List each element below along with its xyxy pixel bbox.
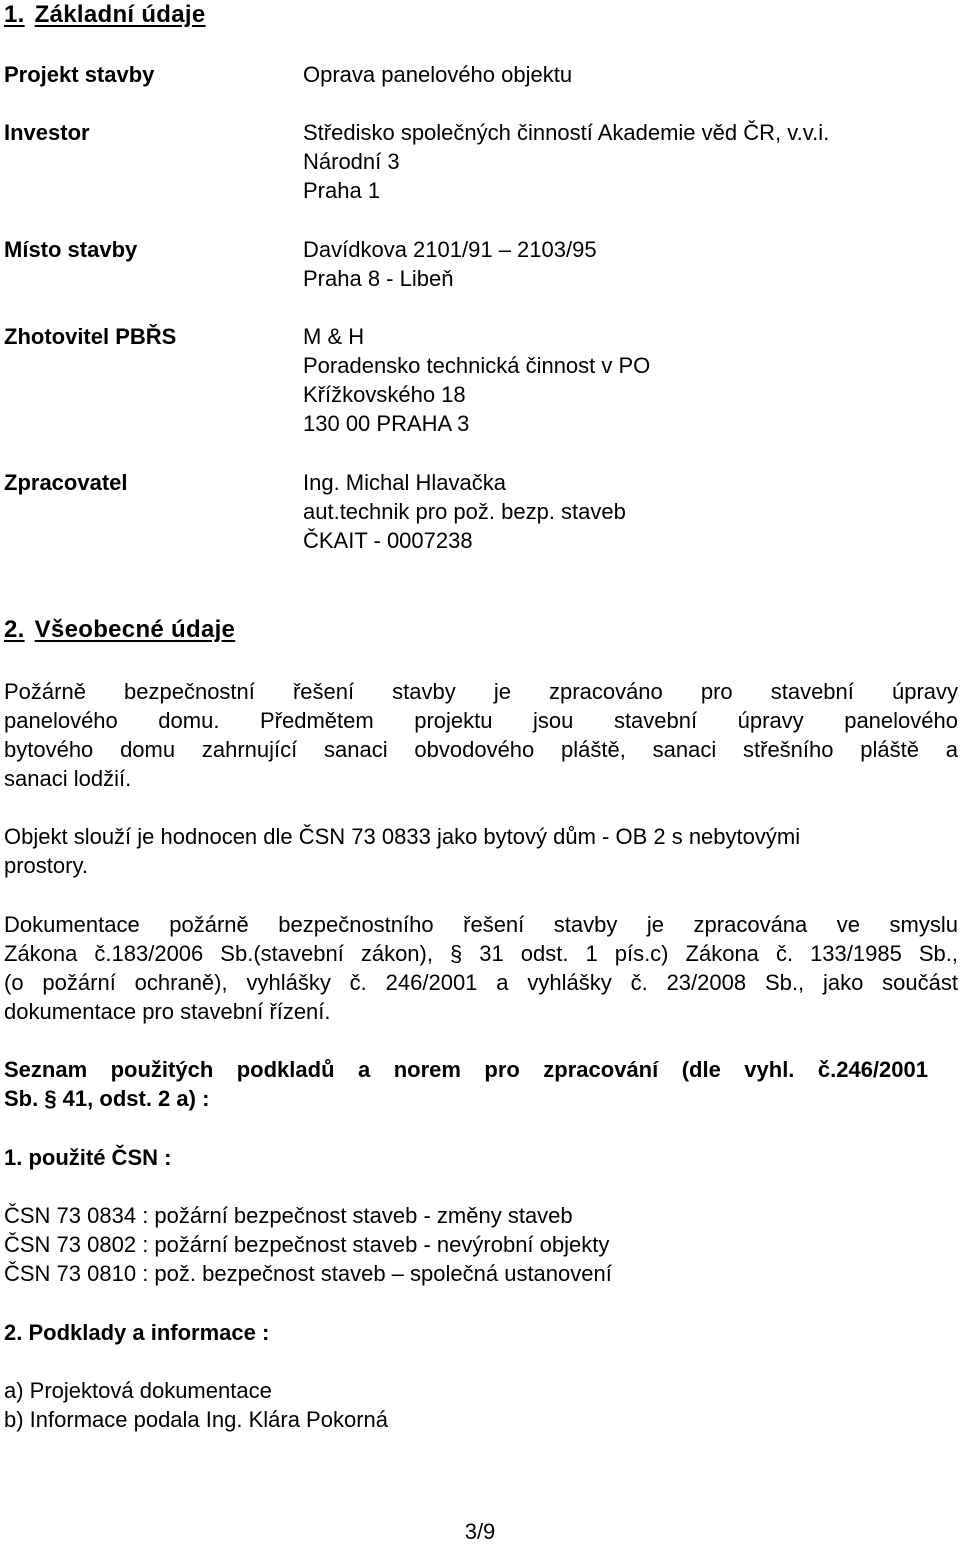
paragraph-line: Objekt slouží je hodnocen dle ČSN 73 0833 jako bytový dům - OB 2 s nebytovými xyxy=(4,824,801,849)
paragraph-line: Zákona č.183/2006 Sb.(stavební zákon), § 31 odst. 1 pís.c) Zákona č. 133/1985 Sb., xyxy=(4,941,958,966)
paragraph-sources-intro xyxy=(4,1055,928,1113)
paragraph-line: Požárně bezpečnostní řešení stavby je zpracováno pro stavební úpravy xyxy=(4,679,958,704)
label-misto-stavby: Místo stavby xyxy=(4,237,138,262)
value-misto-stavby xyxy=(303,235,597,293)
source-item: a) Projektová dokumentace xyxy=(4,1378,272,1403)
value-line: M & H xyxy=(303,324,365,349)
value-projekt-stavby xyxy=(303,60,572,89)
page-number: 3/9 xyxy=(464,1519,496,1544)
csn-heading: 1. použité ČSN : xyxy=(4,1145,172,1170)
sources-list xyxy=(4,1376,958,1434)
paragraph-line: prostory. xyxy=(4,853,88,878)
value-line: Poradensko technická činnost v PO xyxy=(303,353,651,378)
section2-title: Všeobecné údaje xyxy=(34,616,236,643)
csn-item: ČSN 73 0834 : požární bezpečnost staveb - změny staveb xyxy=(4,1203,573,1228)
value-line: Davídkova 2101/91 – 2103/95 xyxy=(303,237,597,262)
paragraph-line: panelového domu. Předmětem projektu jsou stavební úpravy panelového xyxy=(4,708,958,733)
value-line: Křížkovského 18 xyxy=(303,382,466,407)
section2-heading xyxy=(4,615,235,644)
section1-title: Základní údaje xyxy=(34,1,206,28)
value-line: 130 00 PRAHA 3 xyxy=(303,411,470,436)
value-line: Oprava panelového objektu xyxy=(303,62,573,87)
value-investor xyxy=(303,118,829,205)
section2-number: 2. xyxy=(4,616,25,643)
paragraph-line: bytového domu zahrnující sanaci obvodového pláště, sanaci střešního pláště a xyxy=(4,737,958,762)
paragraph-line: dokumentace pro stavební řízení. xyxy=(4,999,331,1024)
value-line: aut.technik pro pož. bezp. staveb xyxy=(303,499,626,524)
csn-item: ČSN 73 0802 : požární bezpečnost staveb - nevýrobní objekty xyxy=(4,1232,610,1257)
source-item: b) Informace podala Ing. Klára Pokorná xyxy=(4,1407,389,1432)
value-line: Středisko společných činností Akademie věd ČR, v.v.i. xyxy=(303,120,830,145)
paragraph-classification xyxy=(4,822,958,880)
csn-item: ČSN 73 0810 : pož. bezpečnost staveb – společná ustanovení xyxy=(4,1261,612,1286)
value-line: Praha 8 - Libeň xyxy=(303,266,454,291)
paragraph-legal-basis xyxy=(4,910,958,1026)
paragraph-line: Seznam použitých podkladů a norem pro zpracování (dle vyhl. č.246/2001 xyxy=(4,1057,928,1082)
paragraph-line: sanaci lodžií. xyxy=(4,766,132,791)
value-line: Praha 1 xyxy=(303,178,381,203)
value-zhotovitel xyxy=(303,322,650,438)
csn-list xyxy=(4,1201,958,1288)
value-line: Ing. Michal Hlavačka xyxy=(303,470,506,495)
label-zhotovitel: Zhotovitel PBŘS xyxy=(4,324,177,349)
value-line: ČKAIT - 0007238 xyxy=(303,528,473,553)
value-line: Národní 3 xyxy=(303,149,400,174)
section1-heading xyxy=(4,0,206,29)
section1-number: 1. xyxy=(4,1,25,28)
paragraph-line: (o požární ochraně), vyhlášky č. 246/2001 a vyhlášky č. 23/2008 Sb., jako součást xyxy=(4,970,958,995)
sources-heading: 2. Podklady a informace : xyxy=(4,1320,270,1345)
label-zpracovatel: Zpracovatel xyxy=(4,470,128,495)
paragraph-line: Dokumentace požárně bezpečnostního řešení stavby je zpracována ve smyslu xyxy=(4,912,958,937)
paragraph-intro xyxy=(4,677,958,793)
label-investor: Investor xyxy=(4,120,90,145)
label-projekt-stavby: Projekt stavby xyxy=(4,62,155,87)
paragraph-line: Sb. § 41, odst. 2 a) : xyxy=(4,1086,210,1111)
value-zpracovatel xyxy=(303,468,626,555)
